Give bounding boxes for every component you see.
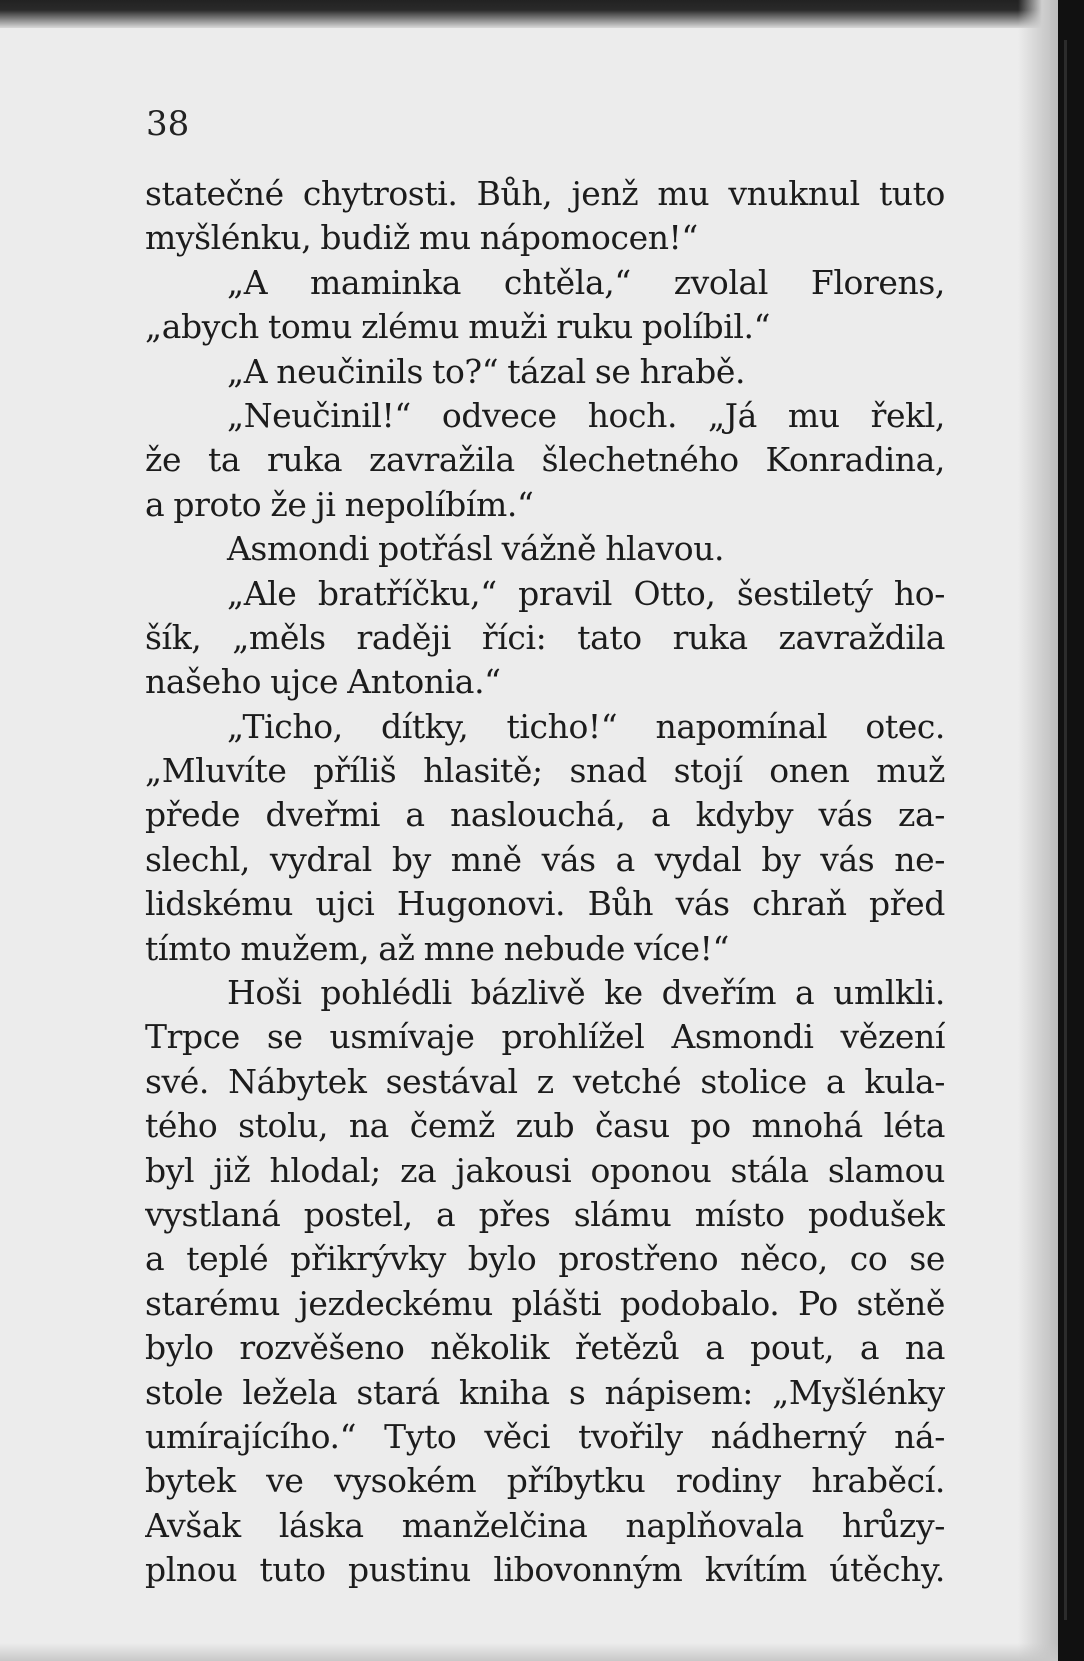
text-line: našeho ujce Antonia.“ xyxy=(145,662,501,702)
page-number: 38 xyxy=(146,104,190,144)
text-line: myšlénku, budiž mu nápomocen!“ xyxy=(145,218,698,258)
text-line: plnou tuto pustinu libovonným kvítím útěchy. xyxy=(145,1550,945,1590)
body-text xyxy=(145,172,945,1593)
text-line: že ta ruka zavražila šlechetného Konradina, xyxy=(145,440,945,480)
text-line: tímto mužem, až mne nebude více!“ xyxy=(145,928,730,968)
text-line: „A maminka chtěla,“ zvolal Florens, xyxy=(227,262,945,302)
text-line: Asmondi potřásl vážně hlavou. xyxy=(227,529,725,569)
text-line: Avšak láska manželčina naplňovala hrůzy- xyxy=(145,1505,945,1545)
text-line: bytek ve vysokém příbytku rodiny hraběcí. xyxy=(145,1461,945,1501)
text-line: „abych tomu zlému muži ruku políbil.“ xyxy=(145,307,771,347)
page-top-shadow xyxy=(0,0,1058,28)
text-line: stole ležela stará kniha s nápisem: „Myšlénky xyxy=(145,1372,945,1412)
text-line: a teplé přikrývky bylo prostřeno něco, co se xyxy=(145,1239,945,1279)
text-line: „Neučinil!“ odvece hoch. „Já mu řekl, xyxy=(227,395,945,435)
text-line: umírajícího.“ Tyto věci tvořily nádherný ná- xyxy=(145,1416,945,1456)
book-spine xyxy=(1058,0,1084,1661)
text-line: „A neučinils to?“ tázal se hrabě. xyxy=(227,351,746,391)
text-line: „Mluvíte příliš hlasitě; snad stojí onen muž xyxy=(145,751,945,791)
text-line: a proto že ji nepolíbím.“ xyxy=(145,484,534,524)
page-bottom-shadow xyxy=(0,1643,1058,1661)
text-line: Hoši pohlédli bázlivě ke dveřím a umlkli. xyxy=(227,973,945,1013)
text-line: tého stolu, na čemž zub času po mnohá léta xyxy=(145,1106,945,1146)
text-line: bylo rozvěšeno několik řetězů a pout, a na xyxy=(145,1328,945,1368)
text-line: své. Nábytek sestával z vetché stolice a kula- xyxy=(145,1061,945,1101)
text-line: starému jezdeckému plášti podobalo. Po stěně xyxy=(145,1283,945,1323)
text-line: lidskému ujci Hugonovi. Bůh vás chraň před xyxy=(145,884,945,924)
text-line: „Ticho, dítky, ticho!“ napomínal otec. xyxy=(227,706,945,746)
text-line: statečné chytrosti. Bůh, jenž mu vnuknul tuto xyxy=(145,174,945,213)
text-line: přede dveřmi a naslouchá, a kdyby vás za- xyxy=(145,795,945,835)
text-line: „Ale bratříčku,“ pravil Otto, šestiletý ho- xyxy=(227,573,945,613)
page-right-shadow xyxy=(1018,0,1058,1661)
text-line: šík, „měls raději říci: tato ruka zavraždila xyxy=(145,617,945,657)
text-line: Trpce se usmívaje prohlížel Asmondi vězení xyxy=(145,1017,945,1057)
spine-edge xyxy=(1064,40,1067,1620)
text-line: byl již hlodal; za jakousi oponou stála slamou xyxy=(145,1150,945,1190)
text-line: vystlaná postel, a přes slámu místo podušek xyxy=(145,1194,945,1234)
text-line: slechl, vydral by mně vás a vydal by vás ne- xyxy=(145,839,945,879)
